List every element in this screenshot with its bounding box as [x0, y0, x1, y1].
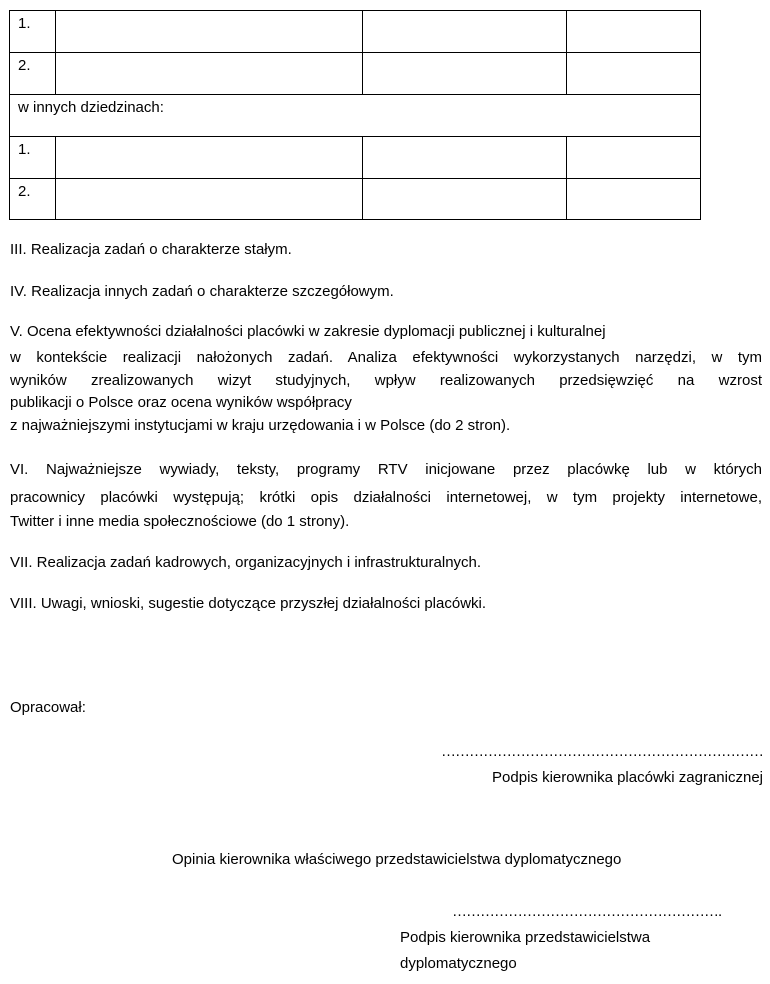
- section-viii: VIII. Uwagi, wnioski, sugestie dotyczące przyszłej działalności placówki.: [10, 595, 487, 612]
- section-v-line: wyników zrealizowanych wizyt studyjnych, wpływ realizowanych przedsięwzięć na wzrost: [10, 372, 762, 389]
- section-vi-line: pracownicy placówki występują; krótki opis działalności internetowej, w tym projekty internetowe,: [10, 489, 762, 506]
- section-v-line: z najważniejszymi instytucjami w kraju urzędowania i w Polsce (do 2 stron).: [10, 417, 511, 434]
- table-cell: [567, 11, 702, 52]
- section-iii: III. Realizacja zadań o charakterze stałym.: [10, 241, 292, 258]
- table-cell: [363, 137, 567, 178]
- signature-line: ……………………………………………………………: [441, 743, 763, 760]
- section-vi-line: Twitter i inne media społecznościowe (do 1 strony).: [10, 513, 350, 530]
- opinion-heading: Opinia kierownika właściwego przedstawicielstwa dyplomatycznego: [172, 851, 622, 868]
- report-table: [9, 10, 703, 220]
- section-vi-line: VI. Najważniejsze wywiady, teksty, programy RTV inicjowane przez placówkę lub w których: [10, 461, 762, 478]
- row-number: 2.: [10, 179, 56, 219]
- signature-line: ………………………………………………….: [452, 903, 722, 920]
- table-cell: [567, 179, 702, 219]
- section-vii: VII. Realizacja zadań kadrowych, organizacyjnych i infrastrukturalnych.: [10, 554, 482, 571]
- section-label: w innych dziedzinach:: [18, 99, 164, 116]
- table-cell: [363, 179, 567, 219]
- table-cell: [363, 53, 567, 94]
- table-section-row: [9, 94, 701, 137]
- section-v-line: V. Ocena efektywności działalności placówki w zakresie dyplomacji publicznej i kulturalnej: [10, 323, 606, 340]
- row-number: 1.: [10, 11, 56, 52]
- table-cell: [56, 53, 363, 94]
- signature-caption: dyplomatycznego: [400, 955, 517, 972]
- prepared-by-label: Opracował:: [10, 699, 86, 716]
- section-iv: IV. Realizacja innych zadań o charakterze szczegółowym.: [10, 283, 394, 300]
- table-cell: [56, 11, 363, 52]
- section-v-line: publikacji o Polsce oraz ocena wyników współpracy: [10, 394, 352, 411]
- signature-caption: Podpis kierownika placówki zagranicznej: [492, 769, 763, 786]
- table-row: [9, 52, 701, 95]
- row-number: 2.: [10, 53, 56, 94]
- row-number: 1.: [10, 137, 56, 178]
- table-cell: [567, 53, 702, 94]
- table-cell: [56, 179, 363, 219]
- table-cell: [56, 137, 363, 178]
- table-cell: [567, 137, 702, 178]
- table-row: [9, 10, 701, 53]
- table-cell: [363, 11, 567, 52]
- signature-caption: Podpis kierownika przedstawicielstwa: [400, 929, 651, 946]
- table-row: [9, 178, 701, 220]
- section-v-line: w kontekście realizacji nałożonych zadań. Analiza efektywności wykorzystanych narzędzi, w tym: [10, 349, 762, 366]
- table-row: [9, 136, 701, 179]
